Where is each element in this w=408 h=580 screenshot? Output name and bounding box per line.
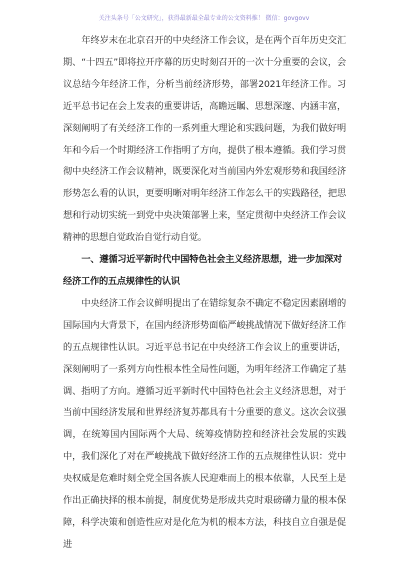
section-heading: 一、遵循习近平新时代中国特色社会主义经济思想，进一步加深对经济工作的五点规律性的认识	[63, 254, 343, 287]
paragraph-intro: 年终岁末在北京召开的中央经济工作会议，是在两个百年历史交汇期、“十四五”即将拉开序幕的历史时刻召开的一次十分重要的会议，会议总结今年经济工作，分析当前经济形势，部署2021年经济工作。习近平总书记在会上发表的重要讲话，高瞻远瞩、思想深邃、内涵丰富，深刻阐明了有关经济工作的一系列重大理论和实践问题，为我们做好明年和今后一个时期经济工作指明了方向，提供了根本遵循。我们学习贯彻中央经济工作会议精神，既要深化对当前国内外宏观形势和我国经济形势怎么看的认识，更要明晰对明年经济工作怎么干的实践路径，把思想和行动切实统一到党中央决策部署上来，坚定贯彻中央经济工作会议精神的思想自觉政治自觉行动自觉。	[63, 35, 346, 244]
header-banner: 关注头条号「公文研究」，获得最新最全最专业的公文资料推！ 微信：govgovv	[98, 15, 310, 22]
paragraph-body: 中央经济工作会议鲜明提出了在错综复杂不确定不稳定因素剧增的国际国内大背景下，在国内经济形势面临严峻挑战情况下做好经济工作的五点规律性认识。习近平总书记在中央经济工作会议上的重要讲话，深刻阐明了一系列方向性根本性全局性问题，为明年经济工作确定了基调、指明了方向。遵循习近平新时代中国特色社会主义经济思想，对于当前中国经济发展和世界经济复苏都具有十分重要的意义。这次会议强调，在统筹国内国际两个大局、统筹疫情防控和经济社会发展的实践中，我们深化了对在严峻挑战下做好经济工作的五点规律性认识：党中央权威是危难时刻全党全国各族人民迎难而上的根本依靠，人民至上是作出正确抉择的根本前提，制度优势是形成共克时艰磅礴力量的根本保障，科学决策和创造性应对是化危为机的根本方法，科技自立自强是促进	[63, 297, 346, 550]
document-body	[63, 30, 346, 556]
